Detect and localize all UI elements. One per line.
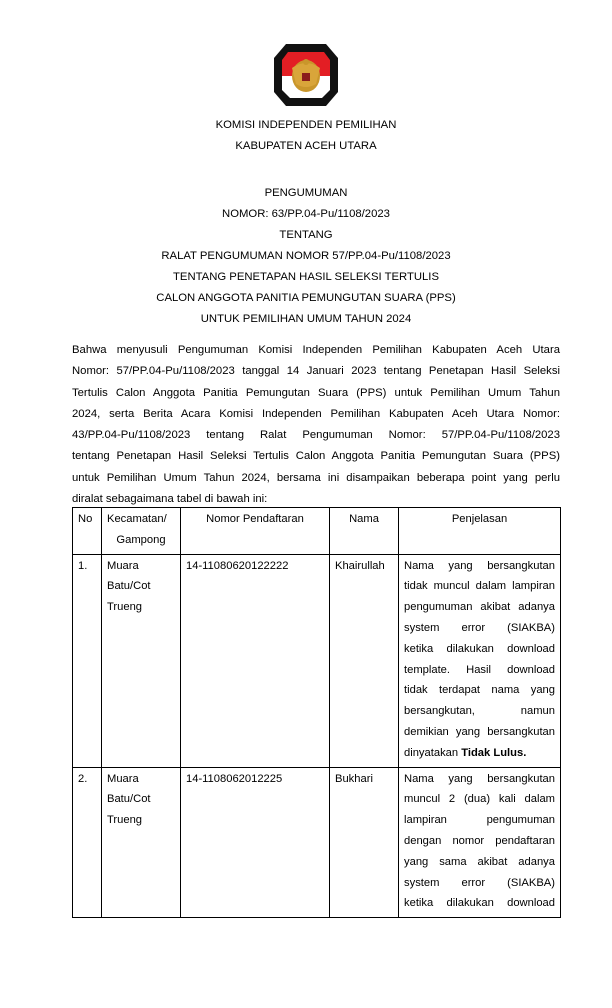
- penjelasan-line: lampiran pengumuman: [404, 814, 555, 827]
- table-header-row: [73, 508, 561, 555]
- doc-title: PENGUMUMAN: [264, 187, 348, 199]
- cell-penjelasan: [399, 554, 561, 767]
- penjelasan-line: ketika dilakukan download: [404, 642, 555, 655]
- organization-heading: [0, 115, 612, 157]
- cell-nama: Bukhari: [330, 767, 399, 918]
- header-no: No: [73, 508, 102, 555]
- penjelasan-line: demikian yang bersangkutan: [404, 725, 555, 738]
- penjelasan-line: tidak terdapat nama yang: [404, 684, 555, 697]
- body-line: untuk Pemilihan Umum Tahun 2024, bersama ini disampaikan beberapa point yang perlu: [72, 471, 560, 484]
- cell-nama: Khairullah: [330, 554, 399, 767]
- body-line: tentang Penetapan Hasil Seleksi Tertulis Calon Anggota Panitia Pemungutan Suara (PPS): [72, 450, 560, 463]
- announcement-heading: [0, 183, 612, 330]
- body-line: Bahwa menyusuli Pengumuman Komisi Independen Pemilihan Kabupaten Aceh Utara: [72, 344, 560, 356]
- cell-nomor: 14-11080620122222: [181, 554, 330, 767]
- kec-line: Batu/Cot: [107, 580, 151, 593]
- penjelasan-line: [404, 743, 555, 764]
- penjelasan-line: template. Hasil download: [404, 663, 555, 676]
- body-paragraph: [72, 340, 560, 510]
- kec-line: Trueng: [107, 601, 143, 614]
- doc-subject-1: RALAT PENGUMUMAN NOMOR 57/PP.04-Pu/1108/2023: [161, 250, 451, 262]
- body-line: Nomor: 57/PP.04-Pu/1108/2023 tanggal 14 Januari 2023 tentang Penetapan Hasil Seleksi: [72, 365, 560, 378]
- penjelasan-line: Nama yang bersangkutan: [404, 772, 555, 785]
- org-region: KABUPATEN ACEH UTARA: [235, 140, 377, 152]
- penjelasan-line: system error (SIAKBA): [404, 621, 555, 634]
- kec-line: Batu/Cot: [107, 793, 151, 806]
- cell-penjelasan: [399, 767, 561, 918]
- cell-nomor: 14-1108062012225: [181, 767, 330, 918]
- penjelasan-line: tidak muncul dalam lampiran: [404, 580, 555, 593]
- body-line: Tertulis Calon Anggota Panitia Pemungutan Suara (PPS) untuk Pemilihan Umum Tahun: [72, 386, 560, 399]
- penjelasan-line: yang sama akibat adanya: [404, 855, 555, 868]
- cell-kecamatan: [102, 554, 181, 767]
- penjelasan-line: system error (SIAKBA): [404, 876, 555, 889]
- penjelasan-line: pengumuman akibat adanya: [404, 601, 555, 614]
- penjelasan-line: bersangkutan, namun: [404, 705, 555, 718]
- kip-logo: [272, 40, 340, 110]
- penjelasan-line: ketika dilakukan download: [404, 897, 555, 910]
- table-row: [73, 767, 561, 918]
- header-kecamatan-line1: Kecamatan/: [107, 513, 167, 525]
- header-kecamatan: [102, 508, 181, 555]
- doc-subject-4: UNTUK PEMILIHAN UMUM TAHUN 2024: [200, 313, 412, 325]
- kec-line: Muara: [107, 559, 139, 572]
- table-row: [73, 554, 561, 767]
- penjelasan-line: dengan nomor pendaftaran: [404, 834, 555, 847]
- cell-no: 2.: [73, 767, 102, 918]
- org-name: KOMISI INDEPENDEN PEMILIHAN: [215, 119, 397, 131]
- body-line: diralat sebagaimana tabel di bawah ini:: [72, 493, 268, 506]
- cell-kecamatan: [102, 767, 181, 918]
- header-nomor: Nomor Pendaftaran: [181, 508, 330, 555]
- header-penjelasan: Penjelasan: [399, 508, 561, 555]
- penjelasan-line: Nama yang bersangkutan: [404, 559, 555, 572]
- doc-tentang: TENTANG: [279, 229, 333, 241]
- doc-subject-3: CALON ANGGOTA PANITIA PEMUNGUTAN SUARA (PPS): [156, 292, 456, 304]
- penjelasan-prefix: dinyatakan: [404, 746, 462, 759]
- kec-line: Muara: [107, 772, 139, 785]
- kec-line: Trueng: [107, 814, 143, 827]
- penjelasan-line: muncul 2 (dua) kali dalam: [404, 793, 555, 806]
- correction-table: [72, 507, 561, 918]
- header-kecamatan-line2: Gampong: [116, 533, 166, 546]
- cell-no: 1.: [73, 554, 102, 767]
- body-line: 2024, serta Berita Acara Komisi Independen Pemilihan Kabupaten Aceh Utara Nomor:: [72, 407, 560, 420]
- status-tidak-lulus: Tidak Lulus.: [461, 746, 527, 759]
- body-line: 43/PP.04-Pu/1108/2023 tentang Ralat Pengumuman Nomor: 57/PP.04-Pu/1108/2023: [72, 429, 560, 442]
- doc-number: NOMOR: 63/PP.04-Pu/1108/2023: [222, 208, 390, 220]
- doc-subject-2: TENTANG PENETAPAN HASIL SELEKSI TERTULIS: [173, 271, 439, 283]
- header-nama: Nama: [330, 508, 399, 555]
